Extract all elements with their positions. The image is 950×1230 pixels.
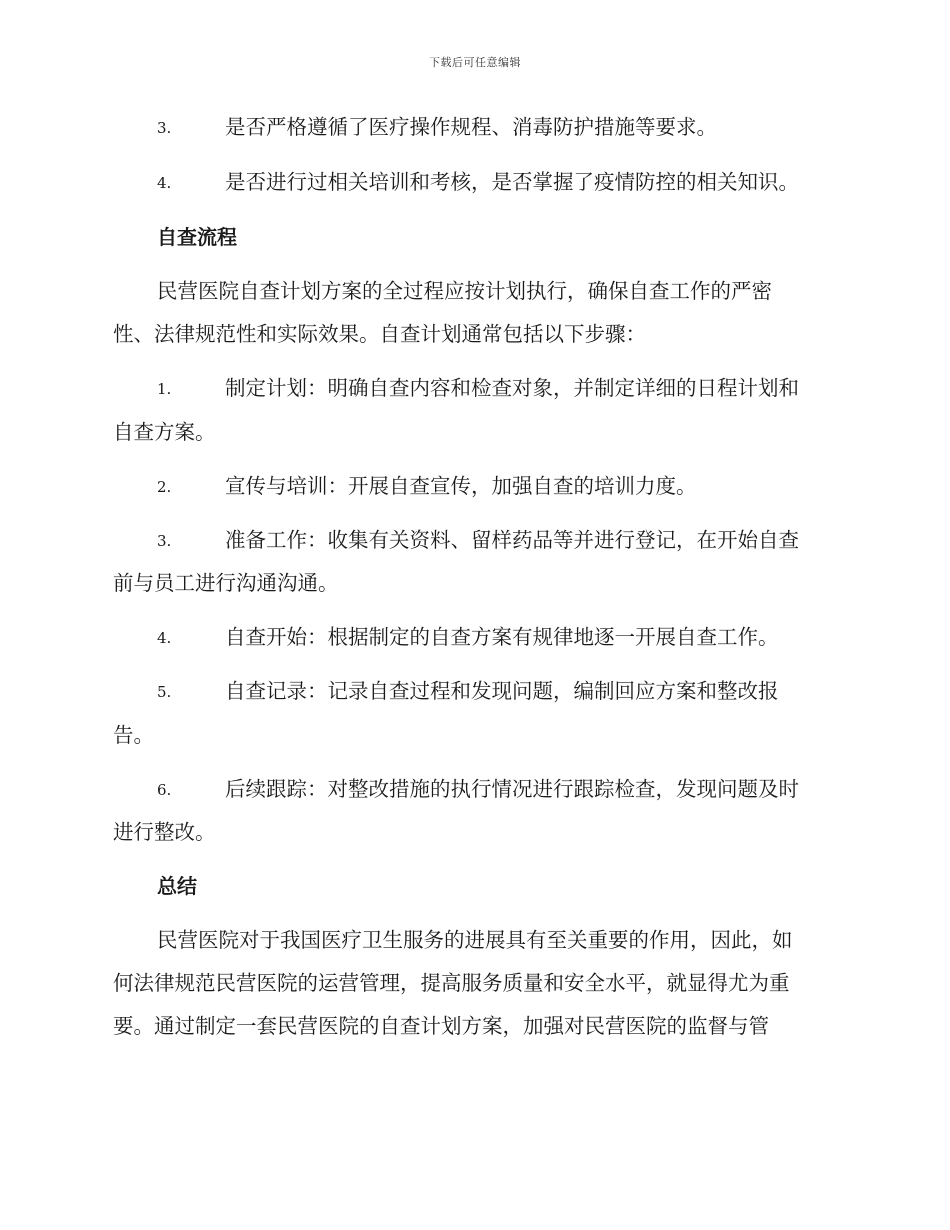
process-intro-line-2: 性、法律规范性和实际效果。自查计划通常包括以下步骤： xyxy=(113,322,646,346)
step-6-line-1: 后续跟踪：对整改措施的执行情况进行跟踪检查，发现问题及时 xyxy=(225,777,799,801)
step-1-line-2: 自查方案。 xyxy=(113,420,216,444)
step-3-line-1: 准备工作：收集有关资料、留样药品等并进行登记，在开始自查 xyxy=(225,528,799,552)
process-intro-line-1: 民营医院自查计划方案的全过程应按计划执行，确保自查工作的严密 xyxy=(157,279,772,303)
step-6-number: 6. xyxy=(157,781,172,799)
step-3-line-2: 前与员工进行沟通沟通。 xyxy=(113,571,339,595)
step-1-line-1: 制定计划：明确自查内容和检查对象，并制定详细的日程计划和 xyxy=(225,376,799,400)
header-note: 下载后可任意编辑 xyxy=(429,56,521,69)
list-a-item-3-number: 3. xyxy=(157,119,172,137)
step-5-line-2: 告。 xyxy=(113,723,154,747)
list-a-item-4-number: 4. xyxy=(157,174,172,192)
list-a-item-4-text: 是否进行过相关培训和考核，是否掌握了疫情防控的相关知识。 xyxy=(225,170,799,194)
step-5-line-1: 自查记录：记录自查过程和发现问题，编制回应方案和整改报 xyxy=(225,679,779,703)
summary-line-2: 何法律规范民营医院的运营管理，提高服务质量和安全水平，就显得尤为重 xyxy=(113,971,790,995)
step-1-number: 1. xyxy=(157,380,172,398)
step-6-line-2: 进行整改。 xyxy=(113,820,216,844)
step-3-number: 3. xyxy=(157,532,172,550)
section-heading-summary: 总结 xyxy=(157,874,197,898)
step-4-line-1: 自查开始：根据制定的自查方案有规律地逐一开展自查工作。 xyxy=(225,625,779,649)
step-5-number: 5. xyxy=(157,683,172,701)
list-a-item-3-text: 是否严格遵循了医疗操作规程、消毒防护措施等要求。 xyxy=(225,115,717,139)
step-2-line-1: 宣传与培训：开展自查宣传，加强自查的培训力度。 xyxy=(225,474,697,498)
summary-line-3: 要。通过制定一套民营医院的自查计划方案，加强对民营医院的监督与管 xyxy=(113,1014,769,1038)
summary-line-1: 民营医院对于我国医疗卫生服务的进展具有至关重要的作用，因此，如 xyxy=(157,928,793,952)
section-heading-process: 自查流程 xyxy=(157,225,237,249)
step-4-number: 4. xyxy=(157,629,172,647)
step-2-number: 2. xyxy=(157,478,172,496)
